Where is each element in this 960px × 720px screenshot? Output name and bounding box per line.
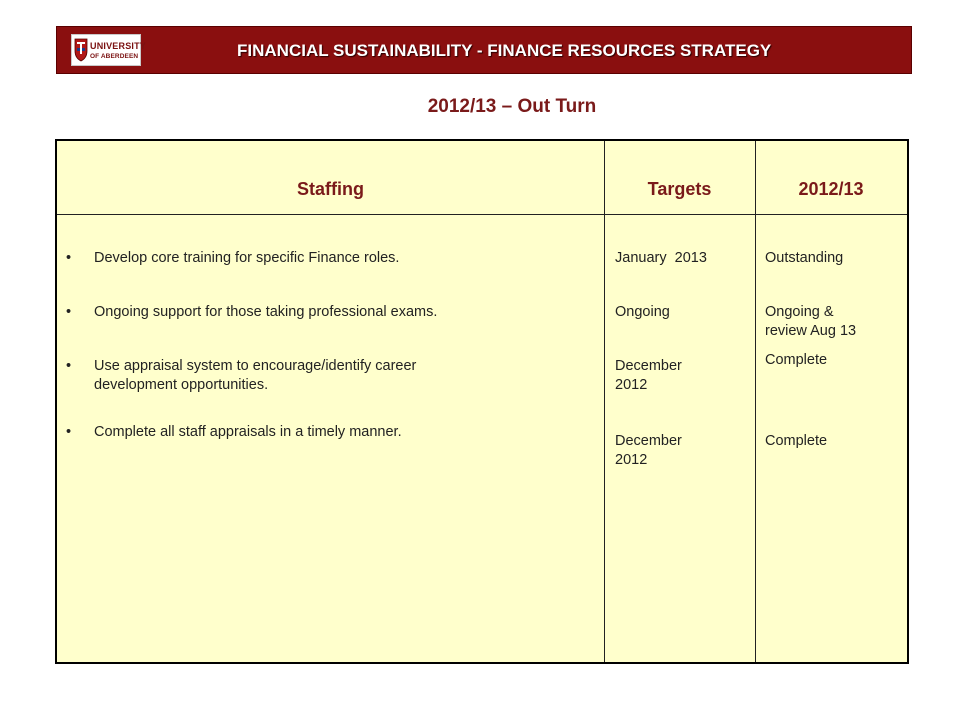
target-cell: December 2012 <box>615 358 682 393</box>
list-item <box>66 423 586 442</box>
list-item <box>66 303 586 322</box>
status-cell: Complete <box>765 352 828 368</box>
status-cell: Outstanding <box>765 250 844 266</box>
page-subtitle: 2012/13 – Out Turn <box>427 96 597 117</box>
staffing-item: Develop core training for specific Finance roles. <box>94 250 400 266</box>
column-divider <box>755 141 756 662</box>
bullet-icon: • <box>66 250 72 266</box>
header-banner <box>56 26 912 74</box>
target-cell: December 2012 <box>615 433 682 468</box>
logo-text-aberdeen: OF ABERDEEN <box>90 53 139 60</box>
bullet-icon: • <box>66 358 72 374</box>
header-year: 2012/13 <box>798 179 864 199</box>
header-divider <box>57 214 907 215</box>
list-item <box>66 249 586 268</box>
header-staffing: Staffing <box>297 179 364 199</box>
staffing-item: Complete all staff appraisals in a timely manner. <box>94 424 402 440</box>
staffing-list <box>66 249 586 477</box>
status-cell: Complete <box>765 433 828 449</box>
staffing-item: Ongoing support for those taking professional exams. <box>94 304 438 320</box>
status-cell: Ongoing & review Aug 13 <box>765 304 857 339</box>
header-targets: Targets <box>647 179 712 199</box>
banner-title: FINANCIAL SUSTAINABILITY - FINANCE RESOURCES STRATEGY <box>237 41 772 60</box>
column-divider <box>604 141 605 662</box>
target-cell: Ongoing <box>615 304 670 320</box>
staffing-item: Use appraisal system to encourage/identify career <box>94 358 417 374</box>
university-logo <box>71 34 147 66</box>
bullet-icon: • <box>66 424 72 440</box>
crest-icon <box>74 38 88 62</box>
target-cell: January 2013 <box>615 250 707 266</box>
staffing-item-continuation: development opportunities. <box>94 377 269 393</box>
bullet-icon: • <box>66 304 72 320</box>
list-item <box>66 357 586 395</box>
staffing-table <box>55 139 909 664</box>
logo-text-university: UNIVERSITY <box>90 41 147 51</box>
